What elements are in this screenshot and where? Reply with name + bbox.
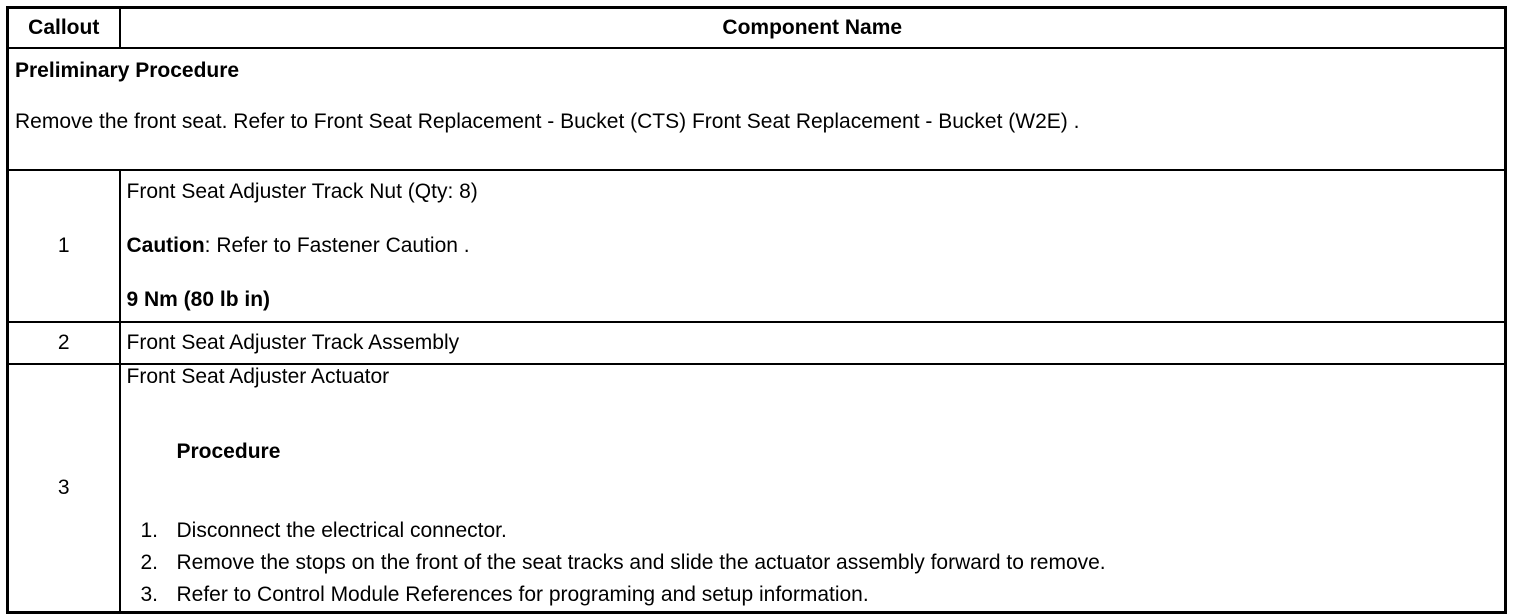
preliminary-title: Preliminary Procedure [15,59,240,82]
step-text: Refer to Control Module References for programing and setup information. [176,583,869,606]
preliminary-text: Remove the front seat. Refer to Front Seat Replacement - Bucket (CTS) Front Seat Replacement - Bucket (W2E) . [15,110,1080,133]
torque-spec: 9 Nm (80 lb in) [126,288,271,311]
callout-number: 3 [8,364,120,613]
component-cell [120,364,1506,613]
callout-header: Callout [8,8,120,49]
component-name: Front Seat Adjuster Track Nut (Qty: 8) [126,180,478,203]
procedure-title: Procedure [176,440,281,463]
step-text: Disconnect the electrical connector. [176,519,507,542]
step-number: 2. [140,551,159,574]
component-cell [120,170,1506,322]
header-row [8,8,1506,49]
procedure-table [6,6,1507,614]
callout-number: 2 [8,322,120,364]
caution-line [127,234,1499,258]
component-name-header: Component Name [120,8,1506,49]
caution-text: : Refer to Fastener Caution . [204,234,470,257]
callout-number: 1 [8,170,120,322]
table-row [8,364,1506,613]
component-name: Front Seat Adjuster Track Assembly [120,322,1506,364]
component-name: Front Seat Adjuster Actuator [126,365,390,388]
preliminary-row [8,48,1506,170]
step-number: 1. [140,519,159,542]
step-text: Remove the stops on the front of the seat tracks and slide the actuator assembly forward to remove. [176,551,1106,574]
list-item [127,579,1499,611]
list-item [127,515,1499,547]
step-number: 3. [140,583,159,606]
table-row [8,170,1506,322]
preliminary-cell [8,48,1506,170]
list-item [127,547,1499,579]
procedure-steps [127,515,1499,611]
table-row [8,322,1506,364]
caution-label: Caution [126,234,205,257]
